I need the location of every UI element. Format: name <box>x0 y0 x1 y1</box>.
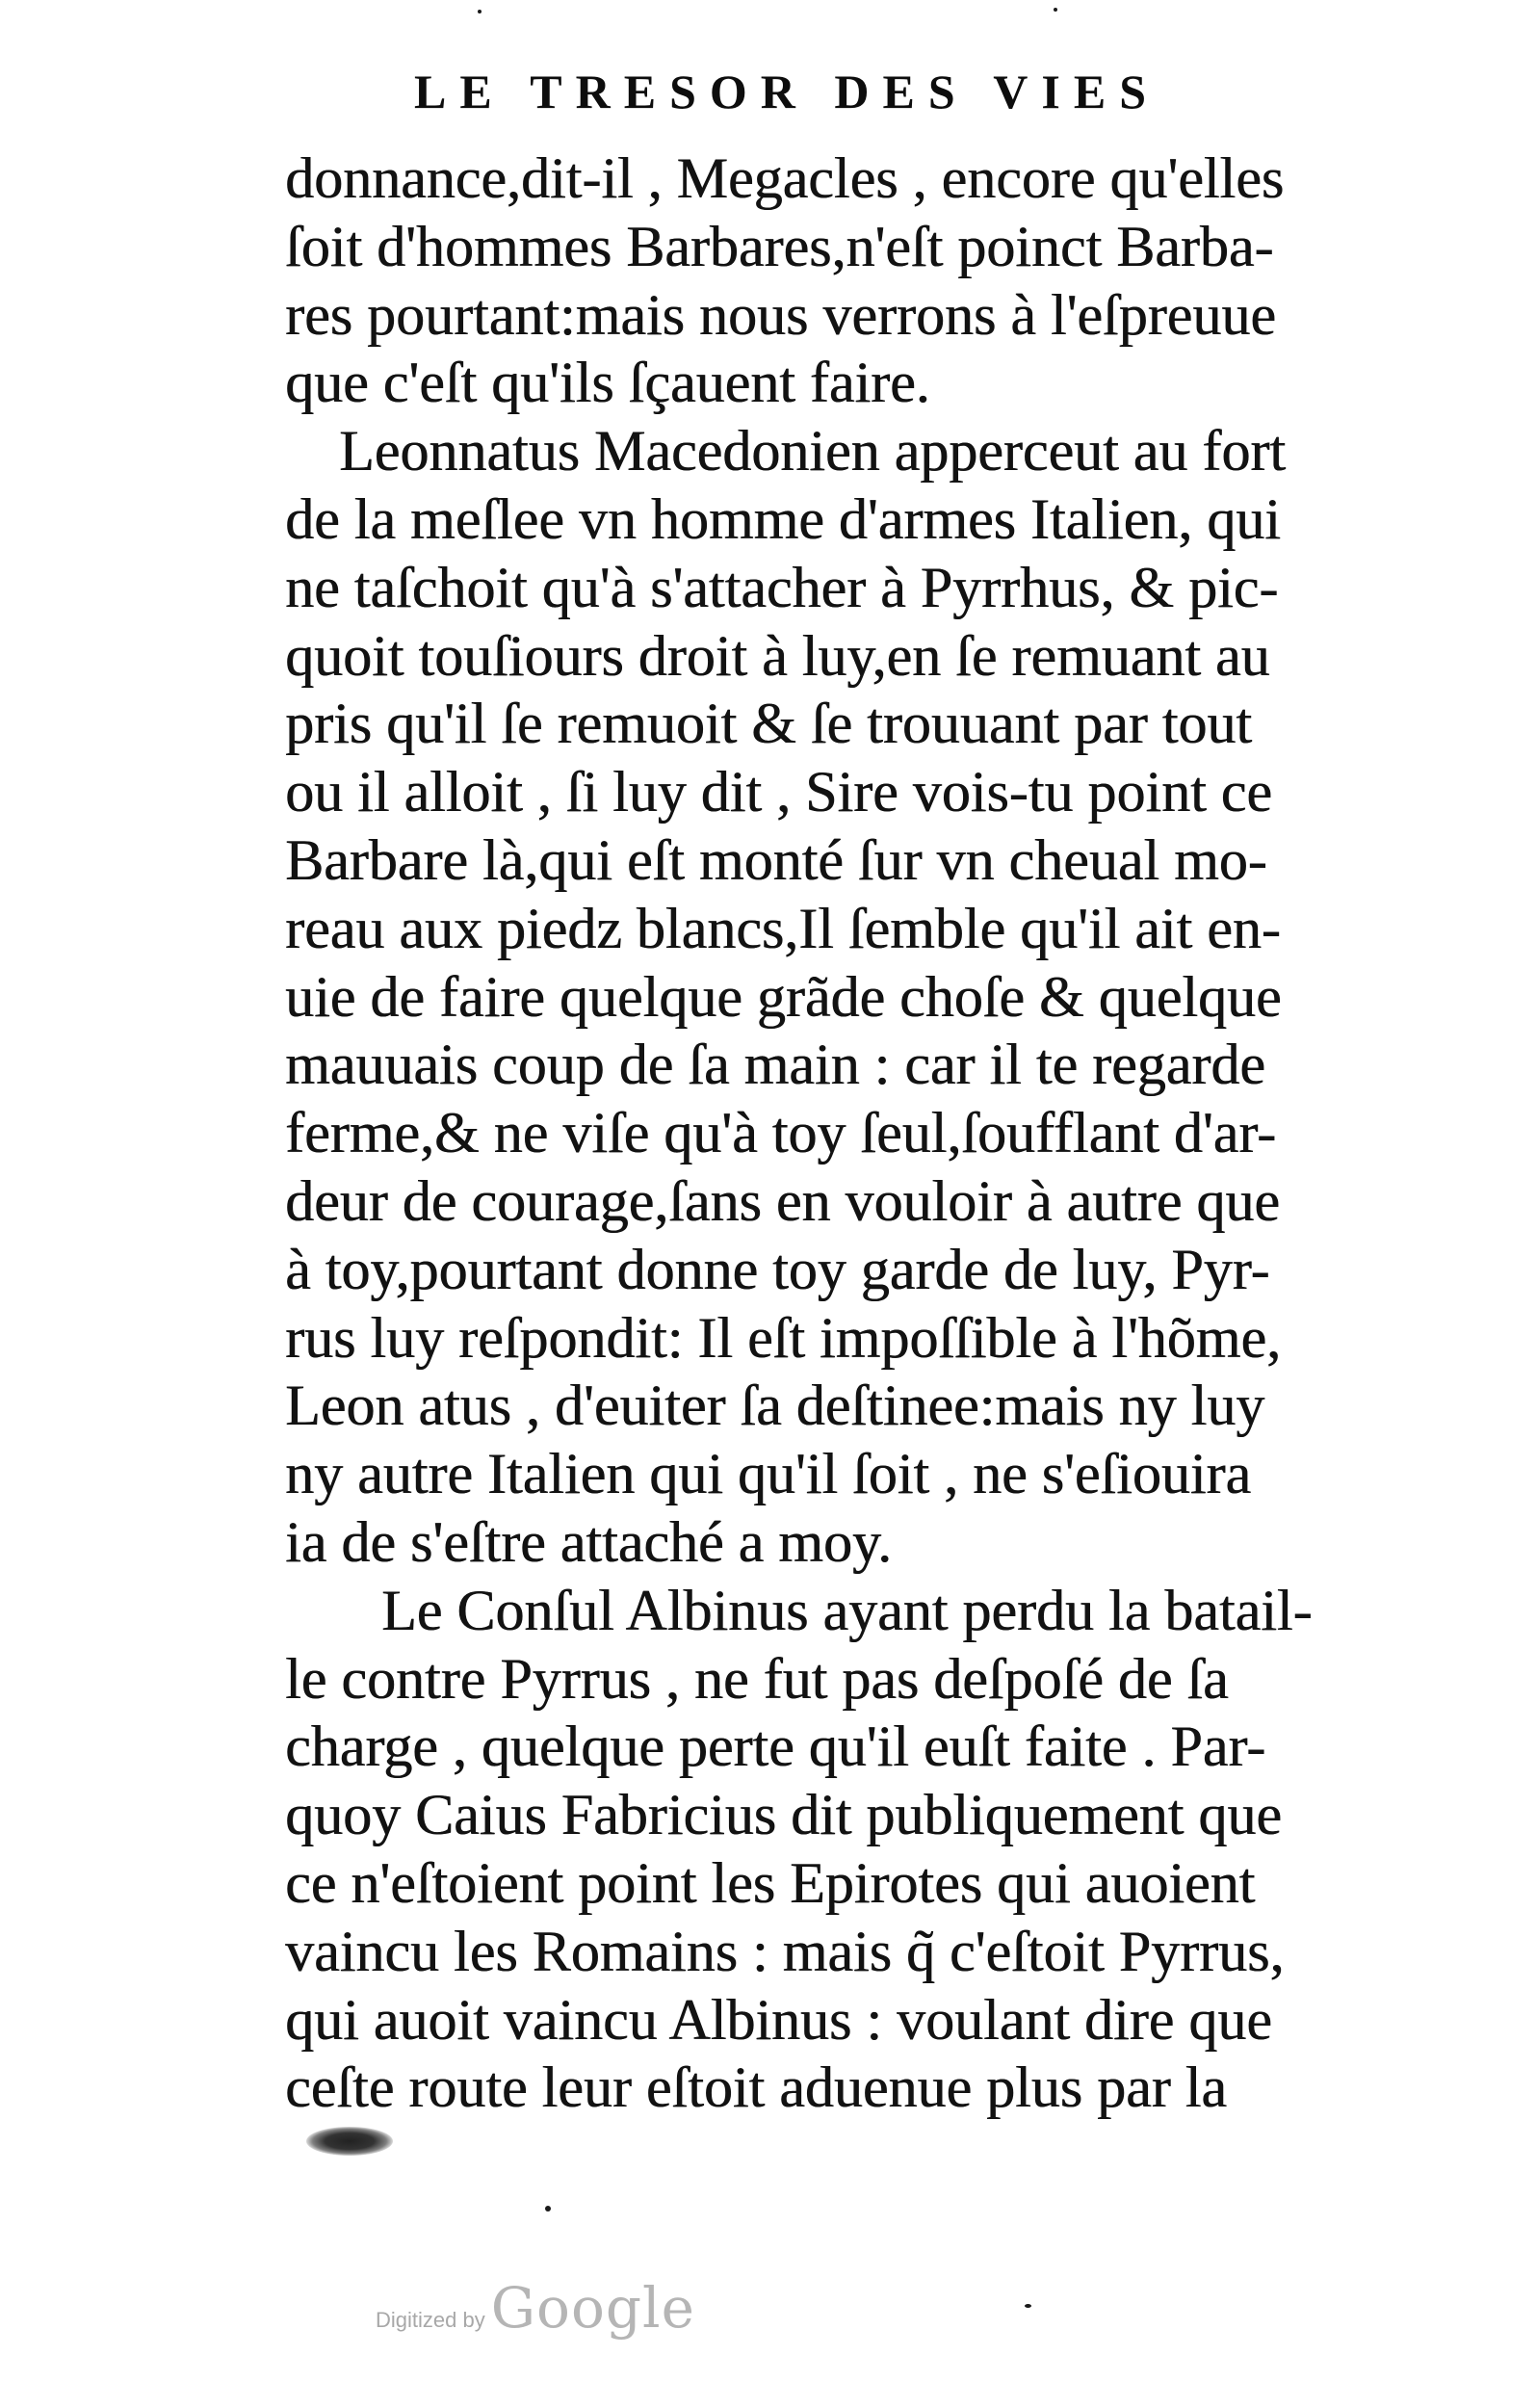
ink-speck <box>545 2206 551 2212</box>
text-line: deur de courage,ſans en vouloir à autre que <box>285 1168 1280 1233</box>
text-line: ſoit d'hommes Barbares,n'eſt poinct Barba- <box>285 214 1274 278</box>
text-line: reau aux piedz blancs,Il ſemble qu'il ait en- <box>285 896 1281 960</box>
body-text <box>285 144 1498 2122</box>
text-line: rus luy reſpondit: Il eſt impoſſible à l'hõme, <box>285 1305 1281 1370</box>
digitized-by-label: Digitized by <box>376 2308 485 2332</box>
paragraph-start-line: Le Conſul Albinus ayant perdu la batail- <box>381 1578 1313 1642</box>
text-line: ce n'eſtoient point les Epirotes qui auoient <box>285 1850 1256 1915</box>
text-line: res pourtant:mais nous verrons à l'eſpreuue <box>285 282 1276 347</box>
google-logo: Google <box>490 2275 695 2341</box>
digitization-watermark <box>376 2275 695 2341</box>
text-line: à toy,pourtant donne toy garde de luy, Pyr- <box>285 1237 1270 1301</box>
text-line: de la meſlee vn homme d'armes Italien, qui <box>285 486 1281 551</box>
text-line: Barbare là,qui eſt monté ſur vn cheual mo- <box>285 827 1267 892</box>
paragraph-start-line: Leonnatus Macedonien apperceut au fort <box>339 419 1286 484</box>
text-line: quoit touſiours droit à luy,en ſe remuant au <box>285 623 1270 688</box>
text-line: ou il alloit , ſi luy dit , Sire vois-tu point ce <box>285 760 1272 824</box>
text-line: qui auoit vaincu Albinus : voulant dire que <box>285 1987 1272 2052</box>
text-line: ceſte route leur eſtoit aduenue plus par la <box>285 2055 1227 2120</box>
text-line: quoy Caius Fabricius dit publiquement que <box>285 1783 1282 1847</box>
text-line: ny autre Italien qui qu'il ſoit , ne s'eſiouira <box>285 1442 1252 1506</box>
text-line: le contre Pyrrus , ne fut pas deſpoſé de ſa <box>285 1646 1229 1711</box>
text-line: pris qu'il ſe remuoit & ſe trouuant par tout <box>285 692 1252 756</box>
ink-speck <box>1025 2304 1031 2308</box>
text-line: uie de faire quelque grãde choſe & quelque <box>285 964 1282 1029</box>
text-line: ia de s'eſtre attaché a moy. <box>285 1509 892 1574</box>
text-line: ferme,& ne viſe qu'à toy ſeul,ſoufflant d'ar- <box>285 1101 1276 1165</box>
text-line: mauuais coup de ſa main : car il te regarde <box>285 1033 1265 1097</box>
running-head: LE TRESOR DES VIES <box>414 65 1159 118</box>
ink-speck <box>1054 8 1057 12</box>
text-line: donnance,dit-il , Megacles , encore qu'elles <box>285 146 1285 210</box>
text-line: charge , quelque perte qu'il euſt faite . Par- <box>285 1714 1266 1779</box>
text-line: vaincu les Romains : mais q̃ c'eſtoit Pyrrus, <box>285 1919 1285 1983</box>
text-line: ne taſchoit qu'à s'attacher à Pyrrhus, & pic- <box>285 555 1279 619</box>
text-line: que c'eſt qu'ils ſçauent faire. <box>285 351 930 415</box>
ink-blot <box>306 2127 393 2156</box>
ink-speck <box>478 10 482 13</box>
text-line: Leon atus , d'euiter ſa deſtinee:mais ny luy <box>285 1374 1265 1438</box>
